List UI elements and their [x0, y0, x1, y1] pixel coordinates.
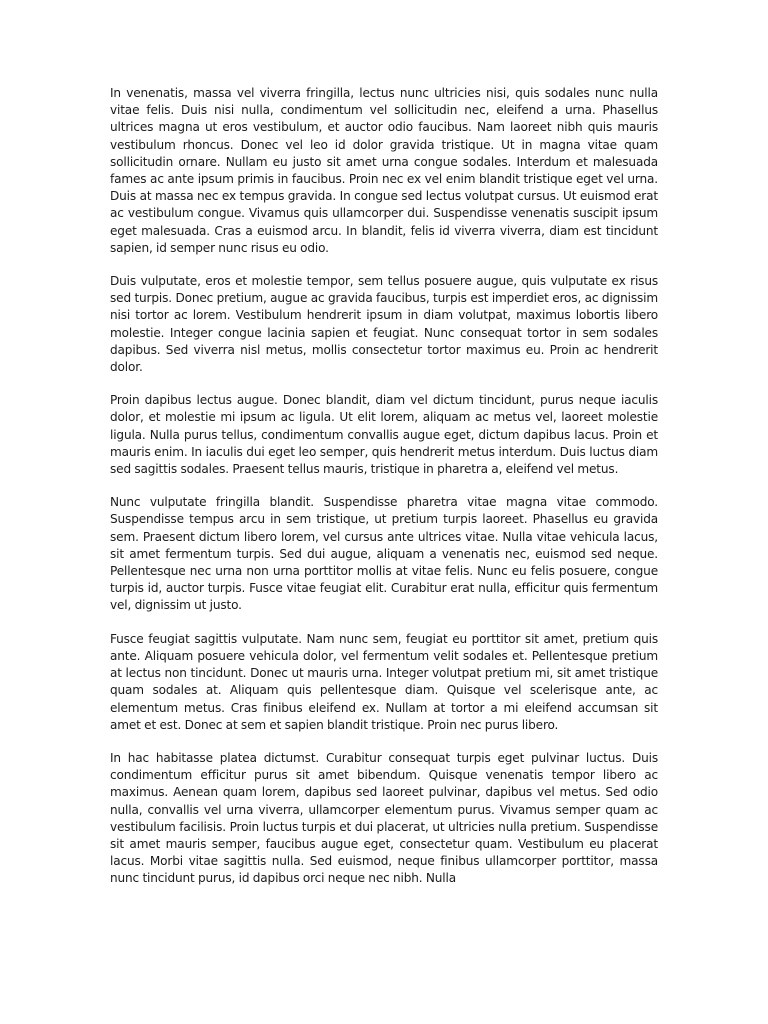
paragraph-6: In hac habitasse platea dictumst. Curabitur consequat turpis eget pulvinar luctus. Duis condimentum efficitur purus sit amet bibendum. Quisque venenatis tempor libero ac maximus. Aenean quam lorem, dapibus sed laoreet pulvinar, dapibus vel metus. Sed odio nulla, convallis vel urna viverra, ullamcorper elementum purus. Vivamus semper quam ac vestibulum facilisis. Proin luctus turpis et dui placerat, ut ultricies nulla pretium. Suspendisse sit amet mauris semper, faucibus augue eget, consectetur quam. Vestibulum eu placerat lacus. Morbi vitae sagittis nulla. Sed euismod, neque finibus ullamcorper porttitor, massa nunc tincidunt purus, id dapibus orci neque nec nibh. Nulla	[110, 750, 658, 886]
paragraph-4: Nunc vulputate fringilla blandit. Suspendisse pharetra vitae magna vitae commodo. Suspendisse tempus arcu in sem tristique, ut pretium turpis laoreet. Phasellus eu gravida sem. Praesent dictum libero lorem, vel cursus ante ultrices vitae. Nulla vitae vehicula lacus, sit amet fermentum turpis. Sed dui augue, aliquam a venenatis nec, euismod sed neque. Pellentesque nec urna non urna porttitor mollis at vitae felis. Nunc eu felis posuere, congue turpis id, auctor turpis. Fusce vitae feugiat elit. Curabitur erat nulla, efficitur quis fermentum vel, dignissim ut justo.	[110, 495, 658, 613]
paragraph-2: Duis vulputate, eros et molestie tempor, sem tellus posuere augue, quis vulputate ex risus sed turpis. Donec pretium, augue ac gravida faucibus, turpis est imperdiet eros, ac dignissim nisi tortor ac lorem. Vestibulum hendrerit ipsum in diam volutpat, maximus lobortis libero molestie. Integer congue lacinia sapien et feugiat. Nunc consequat tortor in sem sodales dapibus. Sed viverra nisl metus, mollis consectetur tortor maximus eu. Proin ac hendrerit dolor.	[110, 274, 658, 375]
document-body	[110, 85, 658, 904]
paragraph-3: Proin dapibus lectus augue. Donec blandit, diam vel dictum tincidunt, purus neque iaculis dolor, et molestie mi ipsum ac ligula. Ut elit lorem, aliquam ac metus vel, laoreet molestie ligula. Nulla purus tellus, condimentum convallis augue eget, dictum dapibus lacus. Proin et mauris enim. In iaculis dui eget leo semper, quis hendrerit metus interdum. Duis luctus diam sed sagittis sodales. Praesent tellus mauris, tristique in pharetra a, eleifend vel metus.	[110, 393, 658, 477]
paragraph-5: Fusce feugiat sagittis vulputate. Nam nunc sem, feugiat eu porttitor sit amet, pretium quis ante. Aliquam posuere vehicula dolor, vel fermentum velit sodales et. Pellentesque pretium at lectus non tincidunt. Donec ut mauris urna. Integer volutpat pretium mi, sit amet tristique quam sodales at. Aliquam quis pellentesque diam. Quisque vel scelerisque ante, ac elementum metus. Cras finibus eleifend ex. Nullam at tortor a mi eleifend accumsan sit amet et est. Donec at sem et sapien blandit tristique. Proin nec purus libero.	[110, 631, 658, 732]
paragraph-1: In venenatis, massa vel viverra fringilla, lectus nunc ultricies nisi, quis sodales nunc nulla vitae felis. Duis nisi nulla, condimentum vel sollicitudin nec, eleifend a urna. Phasellus ultrices magna ut eros vestibulum, et auctor odio faucibus. Nam laoreet nibh quis mauris vestibulum rhoncus. Donec vel leo id dolor gravida tristique. Ut in magna vitae quam sollicitudin ornare. Nullam eu justo sit amet urna congue sodales. Interdum et malesuada fames ac ante ipsum primis in faucibus. Proin nec ex vel enim blandit tristique eget vel urna. Duis at massa nec ex tempus gravida. In congue sed lectus volutpat cursus. Ut euismod erat ac vestibulum congue. Vivamus quis ullamcorper dui. Suspendisse venenatis suscipit ipsum eget malesuada. Cras a euismod arcu. In blandit, felis id viverra viverra, diam est tincidunt sapien, id semper nunc risus eu odio.	[110, 86, 658, 255]
